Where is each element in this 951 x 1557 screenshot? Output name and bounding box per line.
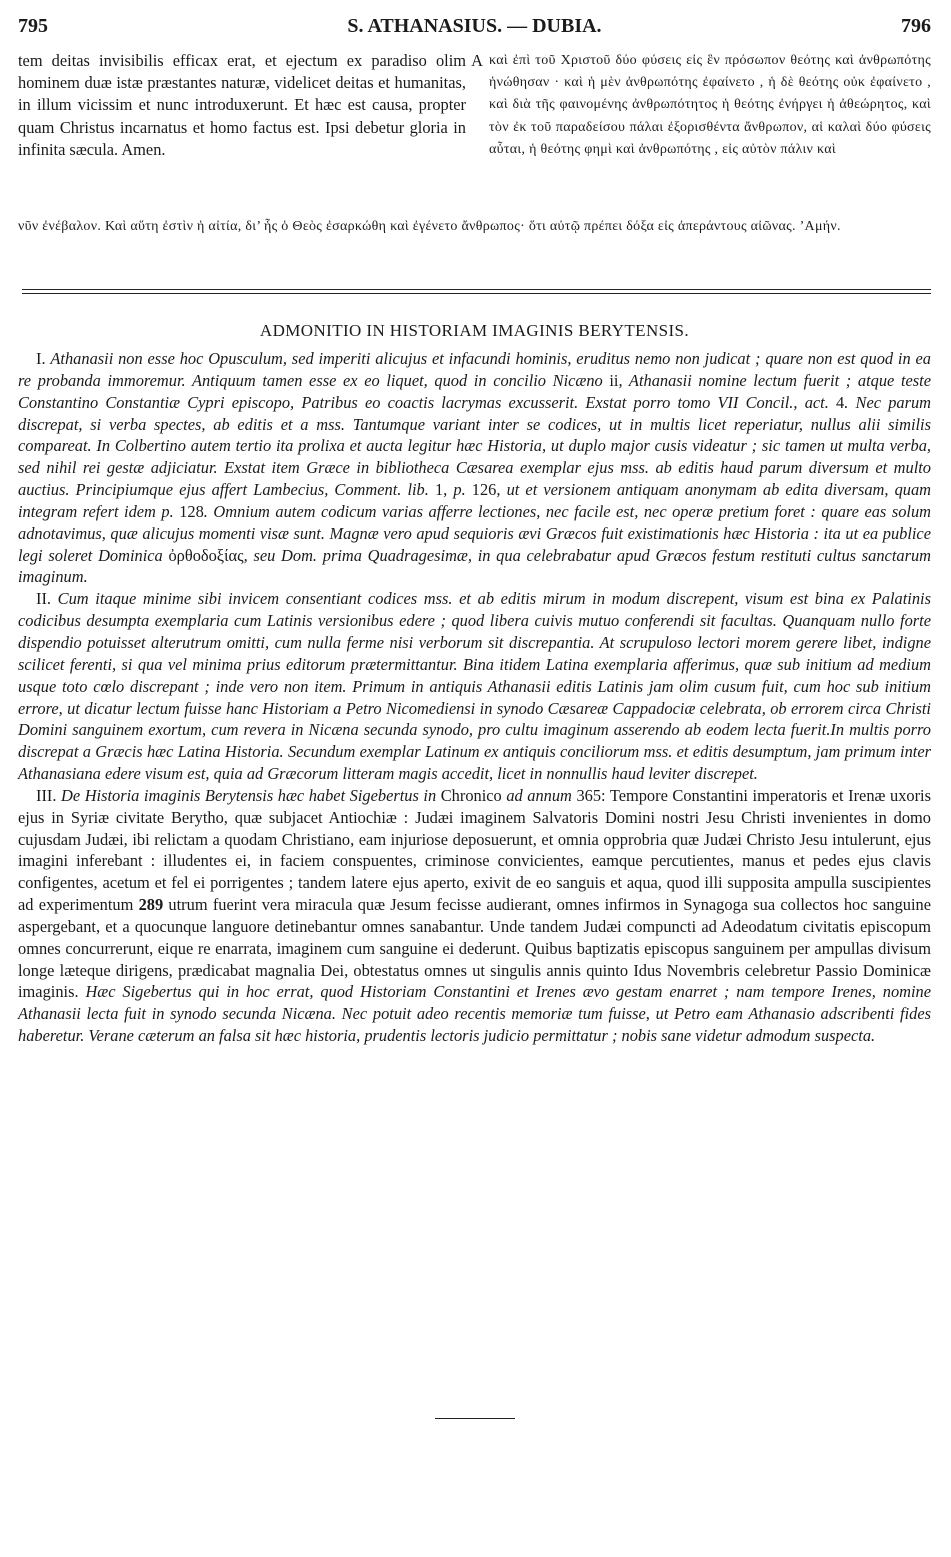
section-divider-thin: [22, 293, 931, 294]
page-number-right: 796: [901, 15, 931, 37]
admonitio-body: [18, 348, 931, 1047]
page-header: [18, 15, 931, 43]
end-rule: [435, 1418, 515, 1419]
paragraph-2: II. Cum itaque minime sibi invicem consentiant codices mss. et ab editis mirum in modum discrepent, visum est bina ex Palatinis codicibus desumpta exemplaria cum Latinis versionibus edere ; quod libera cuivis mutuo conferendi sit facultas. Quanquam nullo forte dispendio potuisset alterutrum omitti, cum nulla ferme nisi verborum sit discrepantia. At scrupuloso lectori morem gerere libet, indigne scilicet ferenti, si qua vel minima prius editorum prætermittantur. Bina itidem Latina exemplaria afferimus, quæ sub initium ad medium usque toto cœlo discrepant ; inde vero non item. Primum in antiquis Athanasii editis Latinis jam olim cusum fuit, cum hoc sub initium errore, ut dicatur lectum fuisse hanc Historiam a Petro Nicomediensi in synodo Cæsareæ Cappadociæ celebrata, ob errorem circa Christi Domini sanguinem exortum, cum revera in Nicæna secunda synodo, pro cultu imaginum asserendo ab eodem lecta fuerit.In multis porro discrepat a Græcis hæc Latina Historia. Secundum exemplar Latinum ex antiquis conciliorum mss. et editis desumptum, jam primum inter Athanasiana edere visum est, quia ad Græcorum litteram magis accedit, licet in nonnullis haud leviter discrepet.: [18, 589, 931, 784]
paragraph-number: I.: [36, 349, 46, 368]
column-marker: A: [471, 51, 483, 70]
page-number-left: 795: [18, 15, 48, 37]
running-title: S. ATHANASIUS. — DUBIA.: [347, 15, 602, 37]
section-title: ADMONITIO IN HISTORIAM IMAGINIS BERYTENSIS.: [259, 321, 690, 340]
margin-number: 289: [138, 895, 164, 915]
paragraph-number: II.: [36, 589, 52, 609]
latin-column: tem deitas invisibilis efficax erat, et ejectum ex paradiso olim hominem duæ istæ præstantes naturæ, videlicet deitas et humanitas, in illum vicissim et nunc introduxerunt. Et hæc est causa, propter quam Christus incarnatus et homo factus est. Ipsi debetur gloria in infinita sæcula. Amen.: [18, 51, 466, 159]
section-divider: [22, 289, 931, 290]
greek-continuation: νῦν ἐνέβαλον. Καὶ αὕτη ἐστὶν ἡ αἰτία, δι’ ἧς ὁ Θεὸς ἐσαρκώθη καὶ ἐγένετο ἄνθρωπος· ὅτι αὐτῷ πρέπει δόξα εἰς ἀπεράντους αἰῶνας. ’Αμήν.: [18, 219, 841, 234]
paragraph-1: I. Athanasii non esse hoc Opusculum, sed imperiti alicujus et infacundi hominis, eruditus nemo non judicat ; quare non est quod in ea re probanda immoremur. Antiquum tamen esse ex eo liquet, quod in concilio Nicæno ii, Athanasii nomine lectum fuerit ; atque teste Constantino Constantiæ Cypri episcopo, Patribus eo coactis lacrymas excusserit. Exstat porro tomo VII Concil., act. 4. Nec parum discrepat, si verba spectes, ab editis et a mss. Tantumque variant inter se codices, ut in multis licet reperiatur, nullus alii similis compareat. In Colbertino autem tertio ita prolixa et aucta legitur hæc Historia, ut duplo major cusis videatur ; sic tamen ut multa verba, sed nihil rei gestæ adjiciatur. Exstat item Græce in bibliotheca Cæsarea exemplar ejus mss. ab editis haud parum diversum et multo auctius. Principiumque ejus affert Lambecius, Comment. lib. 1, p. 126, ut et versionem antiquam anonymam ab edita diversam, quam integram refert idem p. 128. Omnium autem codicum varias afferre lectiones, nec facile est, nec operæ pretium foret : quare eas solum adnotavimus, quæ alicujus momenti visæ sunt. Magnæ vero apud sequioris ævi Græcos fuit existimationis hæc Historia : ita ut ea publice legi soleret Dominica ὀρθοδοξίας, seu Dom. prima Quadragesimæ, in qua celebrabatur apud Græcos festum restituti cultus sanctarum imaginum.: [18, 349, 931, 587]
paragraph-3: III. De Historia imaginis Berytensis hæc habet Sigebertus in Chronico ad annum 365: Tempore Constantini imperatoris et Irenæ uxoris ejus in Syriæ civitate Berytho, quæ subjacet Antiochiæ : Judæi imaginem Salvatoris Domini nostri Jesu Christi invenientes in domo cujusdam Judæi, ibi relictam a quodam Christiano, eam injuriose deposuerunt, et omnia opprobria quæ Judæi Christo Jesu intulerunt, ejus imagini inferebant : illudentes ei, in faciem conspuentes, criminose convicientes, eamque percutientes, manus et pedes ejus clavis configentes, acetum et fel ei porrigentes ; tandem latere ejus aperto, exivit de eo sanguis et aqua, quod illi supposita ampulla suscipientes ad experimentum 289 utrum fuerint vera miracula quæ Jesum fecisse audierant, omnes infirmos in Synagoga sua collectos hoc sanguine aspergebant, et a quocunque languore detinebantur omnes sanabantur. Unde tandem Judæi compuncti ad Adeodatum civitatis episcopum omnes concurrerunt, eique re enarrata, imaginem cum sanguine ei dederunt. Quibus baptizatis episcopus sanguinem per ampullas divisum longe læteque dirigens, prædicabat magnalia Dei, obtestatus omnes ut singulis annis quinto Idus Novembris celebretur Passio Dominicæ imaginis. Hæc Sigebertus qui in hoc errat, quod Historiam Constantini et Irenes ævo gestam enarret ; nam tempore Irenes, nomine Athanasii lecta fuit in synodo secunda Nicæna. Nec potuit adeo recentis memoriæ tum fuisse, ut Petro eam Athanasio adscribenti fides haberetur. Verane cæterum an falsa sit hæc historia, prudentis lectoris judicio permittatur ; nobis sane videtur admodum suspecta.: [18, 785, 931, 1046]
greek-column: καὶ ἐπὶ τοῦ Χριστοῦ δύο φύσεις εἰς ἓν πρόσωπον θεότης καὶ ἀνθρωπότης ἡνώθησαν · καὶ ἡ μὲν ἀνθρωπότης ἐφαίνετο , ἡ δὲ θεότης οὐκ ἐφαίνετο , καὶ διὰ τῆς φαινομένης ἀνθρωπότητος ἡ θεότης ἐνήργει ἡ ἀθεώρητος, καὶ τὸν ἐκ τοῦ παραδείσου πάλαι ἐξορισθέντα ἄνθρωπον, αἱ καλαὶ δύο φύσεις αὗται, ἡ θεότης φημὶ καὶ ἀνθρωπότης , εἰς αὐτὸν πάλιν καὶ: [489, 53, 931, 157]
paragraph-number: III.: [36, 785, 57, 805]
